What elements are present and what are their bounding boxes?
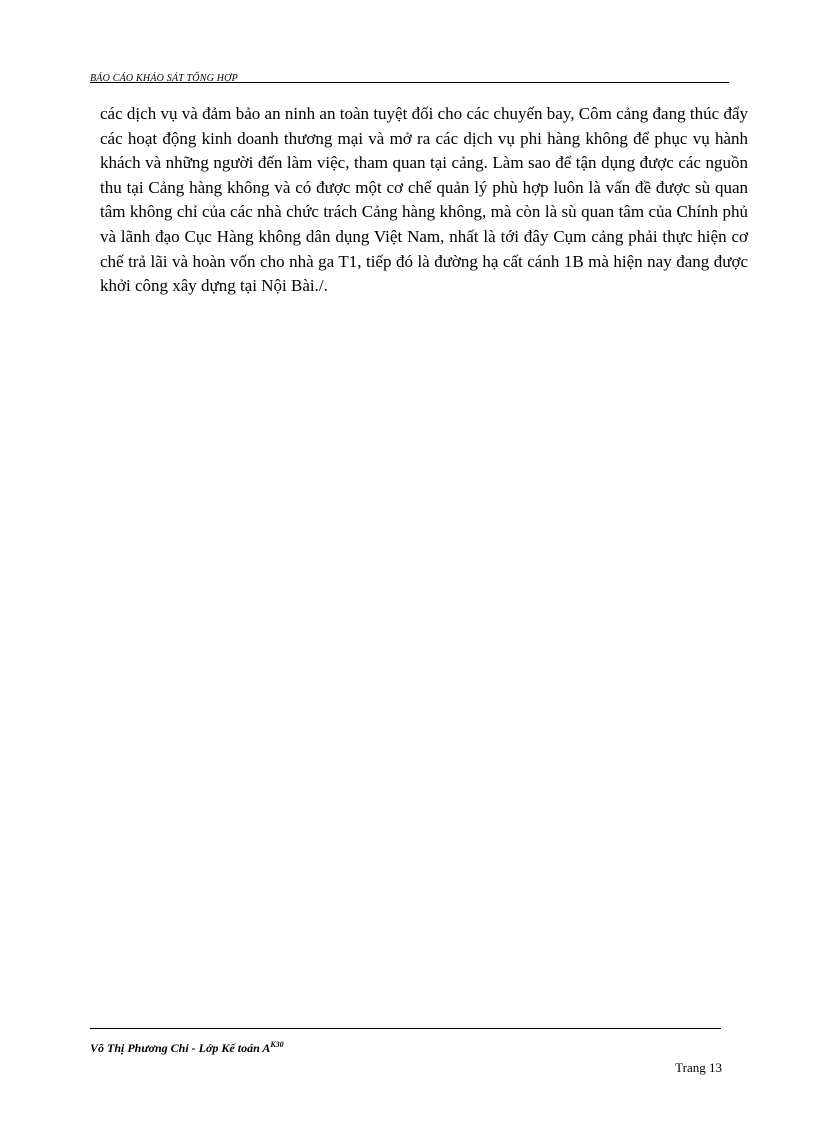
footer-author xyxy=(90,1041,284,1056)
class-superscript: K30 xyxy=(270,1040,284,1049)
report-title: BÁO CÁO KHẢO SÁT TỔNG HỢP xyxy=(90,73,238,84)
author-name: Võ Thị Phương Chi - Lớp Kế toán A xyxy=(90,1041,271,1055)
body-paragraph: các dịch vụ và đảm bảo an ninh an toàn tuyệt đối cho các chuyến bay, Côm cảng đang thúc đẩy các hoạt động kinh doanh thương mại và mở ra các dịch vụ phi hàng không để phục vụ hành khách và những người đến làm việc, tham quan tại cảng. Làm sao để tận dụng được các nguồn thu tại Cảng hàng không và có được một cơ chế quản lý phù hợp luôn là vấn đề được sù quan tâm không chỉ của các nhà chức trách Cảng hàng không, mà còn là sù quan tâm của Chính phủ và lãnh đạo Cục Hàng không dân dụng Việt Nam, nhất là tới đây Cụm cảng phải thực hiện cơ chế trả lãi và hoàn vốn cho nhà ga T1, tiếp đó là đường hạ cất cánh 1B mà hiện nay đang được khởi công xây dựng tại Nội Bài./. xyxy=(100,104,748,296)
page-header xyxy=(90,68,729,83)
page-number: Trang 13 xyxy=(675,1060,722,1075)
footer-divider xyxy=(90,1028,721,1029)
